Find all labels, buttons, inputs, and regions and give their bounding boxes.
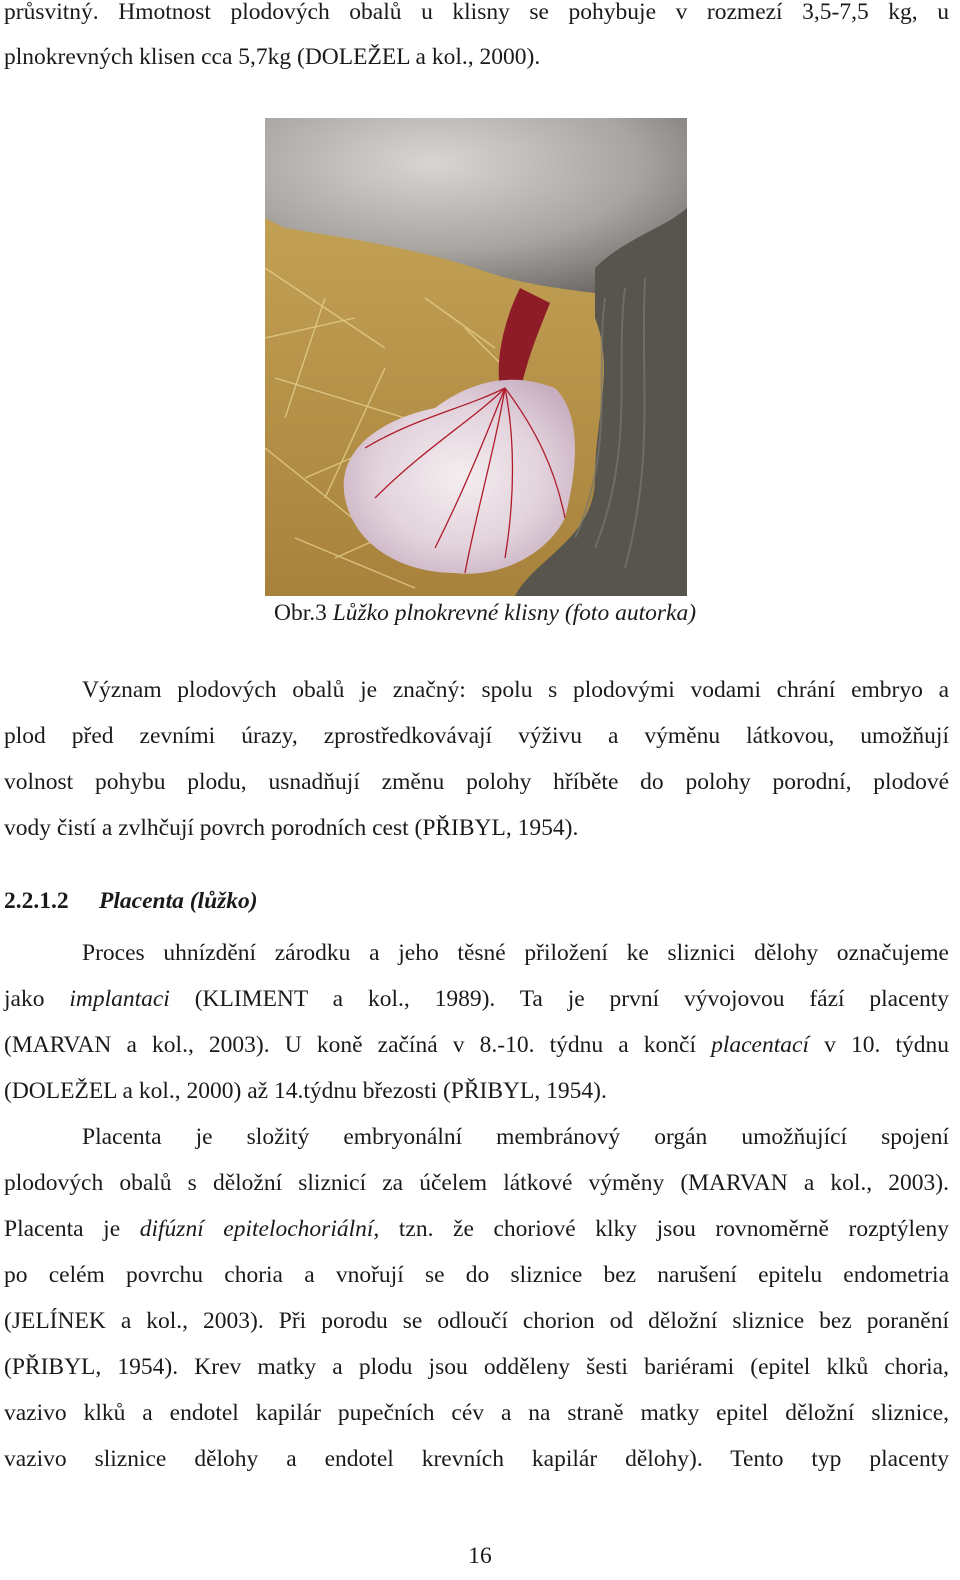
section-heading	[4, 886, 258, 916]
text-line: Placenta je složitý embryonální membránový orgán umožňující spojení	[82, 1124, 949, 1150]
text-line: plod před zevními úrazy, zprostředkovávají výživu a výměnu látkovou, umožňují	[4, 723, 949, 749]
text-line: (PŘIBYL, 1954). Krev matky a plodu jsou odděleny šesti bariérami (epitel klků choria,	[4, 1354, 949, 1380]
figure-caption: Obr.3 Lůžko plnokrevné klisny (foto autorka)	[273, 600, 697, 626]
text-line: (DOLEŽEL a kol., 2000) až 14.týdnu březosti (PŘIBYL, 1954).	[4, 1078, 607, 1104]
placenta-photo	[265, 118, 687, 596]
text-line: (MARVAN a kol., 2003). U koně začíná v 8.-10. týdnu a končí placentací v 10. týdnu	[4, 1032, 949, 1058]
text-line: (JELÍNEK a kol., 2003). Při porodu se odloučí chorion od děložní sliznice bez poranění	[4, 1308, 949, 1334]
text-line: plodových obalů s děložní sliznicí za účelem látkové výměny (MARVAN a kol., 2003).	[4, 1170, 949, 1196]
text-line: po celém povrchu choria a vnořují se do sliznice bez narušení epitelu endometria	[4, 1262, 949, 1288]
text-line: plnokrevných klisen cca 5,7kg (DOLEŽEL a kol., 2000).	[4, 44, 541, 70]
text-line: Význam plodových obalů je značný: spolu s plodovými vodami chrání embryo a	[82, 677, 949, 703]
text-line: Proces uhnízdění zárodku a jeho těsné přiložení ke sliznici dělohy označujeme	[82, 940, 949, 966]
text-line: vazivo klků a endotel kapilár pupečních cév a na straně matky epitel děložní sliznice,	[4, 1400, 949, 1426]
text-line: jako implantaci (KLIMENT a kol., 1989). Ta je první vývojovou fází placenty	[4, 986, 949, 1012]
section-title: Placenta (lůžko)	[99, 888, 258, 914]
text-line: Placenta je difúzní epitelochoriální, tzn. že choriové klky jsou rovnoměrně rozptýleny	[4, 1216, 950, 1242]
text-line: vody čistí a zvlhčují povrch porodních cest (PŘIBYL, 1954).	[4, 815, 579, 841]
text-line: volnost pohybu plodu, usnadňují změnu polohy hříběte do polohy porodní, plodové	[4, 769, 949, 795]
section-number: 2.2.1.2	[4, 888, 69, 914]
text-line: vazivo sliznice dělohy a endotel krevních kapilár dělohy). Tento typ placenty	[4, 1446, 949, 1472]
text-line: průsvitný. Hmotnost plodových obalů u klisny se pohybuje v rozmezí 3,5-7,5 kg, u	[4, 0, 949, 25]
page-number: 16	[468, 1543, 492, 1569]
